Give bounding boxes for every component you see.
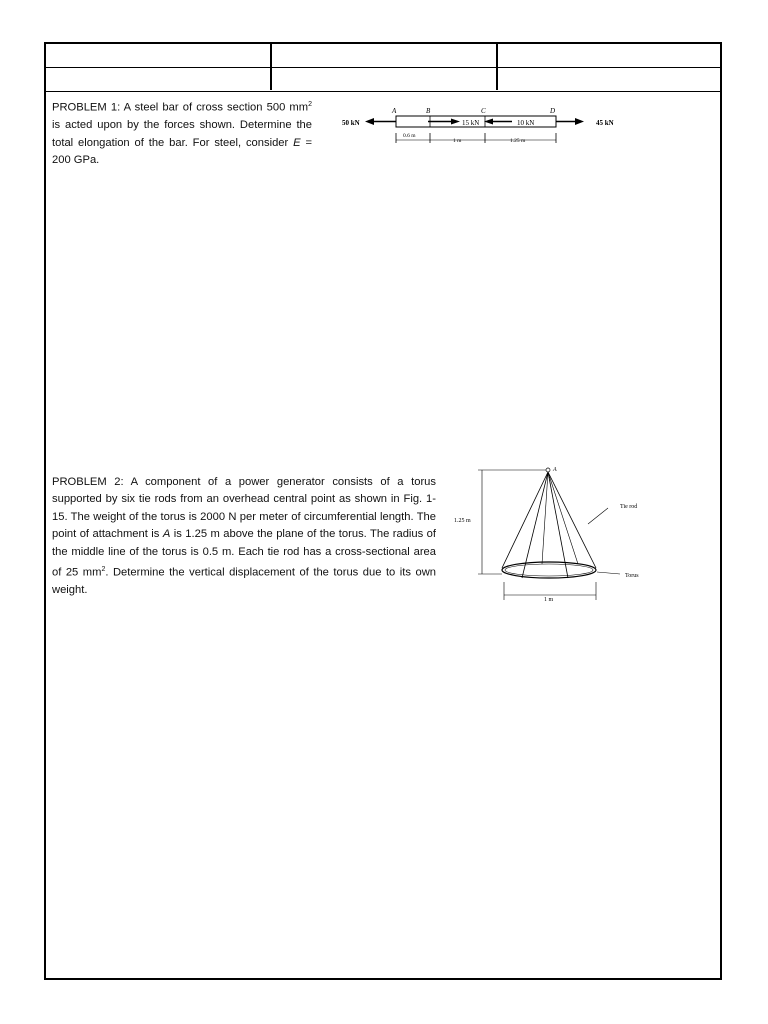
torus-label: Torus [625, 573, 639, 579]
problem-1-label: PROBLEM 1: [52, 101, 121, 114]
force-c-label: 10 kN [517, 119, 535, 127]
torus-outer [502, 562, 596, 578]
apex-point [546, 468, 550, 472]
apex-a-label: A [553, 467, 557, 473]
torus-leader [597, 572, 620, 574]
tie-rod-1 [502, 472, 548, 568]
tie-rod-leader [588, 508, 608, 524]
tie-rod-label: Tie rod [620, 504, 638, 510]
header-row-2 [46, 68, 720, 92]
force-left-arrowhead [365, 118, 374, 125]
point-c-label: C [481, 107, 486, 115]
problem-1-body-cont: is acted upon by the forces shown. Determine the total elongation of the bar. For steel, consider [52, 119, 312, 149]
header-divider-1 [270, 44, 272, 90]
problem-1-body-end: = 200 GPa. [52, 136, 312, 166]
force-b-label: 15 kN [462, 119, 480, 127]
superscript: 2 [101, 566, 106, 574]
point-d-label: D [550, 107, 556, 115]
height-label: 1.25 m [454, 518, 471, 524]
problem-2-body: A component of a power generator consists of a torus supported by six tie rods from an overhead central point as shown in Fig. 1-15. The weight of the torus is 2000 N per meter of circumferential length. The point of attachment is [52, 476, 436, 541]
variable-e: E [293, 136, 301, 149]
point-a-label: A [392, 107, 397, 115]
header-row-1 [46, 44, 720, 68]
variable-a: A [162, 528, 171, 541]
torus-tie-rod-figure [450, 464, 670, 624]
problem-2-body-end: . Determine the vertical displacement of the torus due to its own weight. [52, 566, 436, 597]
force-left-label: 50 kN [342, 119, 360, 127]
force-right-label: 45 kN [596, 119, 614, 127]
problem-2-text [52, 474, 436, 600]
problem-1-text [52, 96, 312, 169]
superscript: 2 [308, 101, 312, 108]
header-divider-2 [496, 44, 498, 90]
point-b-label: B [426, 107, 431, 115]
dim-cd-label: 1.25 m [510, 138, 526, 144]
tie-rod-6 [548, 472, 596, 568]
problem-2-body-mid: is 1.25 m above the plane of the torus. The radius of the middle line of the torus is 0.5 m. Each tie rod has a cross-sectional area of 25 mm [52, 528, 437, 579]
torus-inner [505, 564, 593, 576]
problem-1-body: A steel bar of cross section 500 mm [120, 101, 309, 114]
force-b-arrowhead [451, 119, 460, 125]
worksheet-frame [44, 42, 722, 980]
bar-forces-figure [340, 102, 660, 152]
dim-bc-label: 1 m [453, 138, 462, 144]
dim-ab-label: 0.6 m [403, 133, 416, 139]
diameter-label: 1 m [544, 597, 554, 603]
problem-2-label: PROBLEM 2: [52, 476, 124, 488]
force-right-arrowhead [575, 118, 584, 125]
